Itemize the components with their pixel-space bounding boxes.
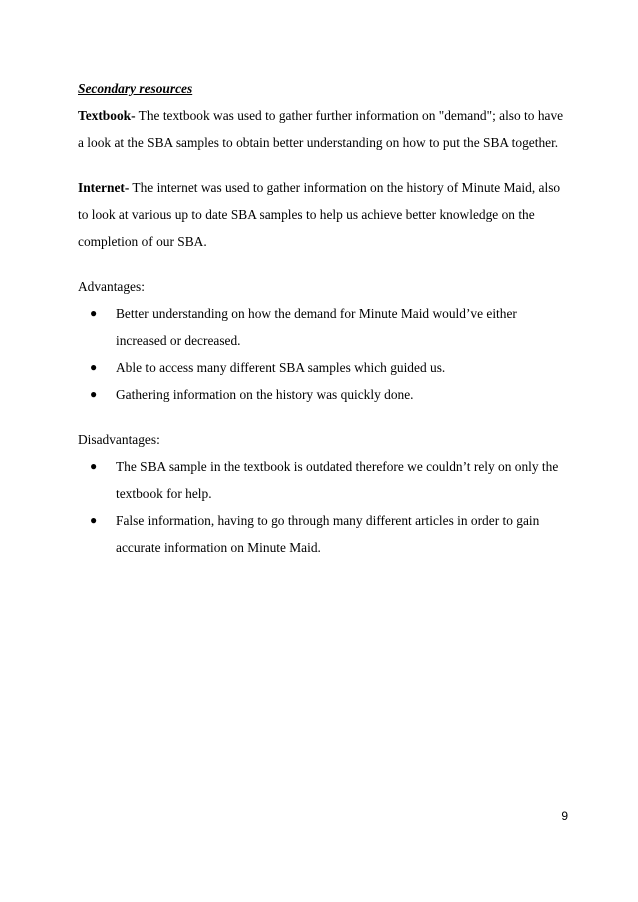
list-item [78,300,566,354]
internet-paragraph [78,174,566,255]
bullet-icon: ● [90,459,98,473]
list-item [78,507,566,561]
spacer [78,156,566,174]
list-item-text: Better understanding on how the demand for Minute Maid would’ve either increased or decreased. [116,306,517,348]
section-heading: Secondary resources [78,81,193,96]
spacer [78,408,566,426]
disadvantages-label: Disadvantages: [78,432,160,447]
textbook-paragraph [78,102,566,156]
list-item-text: The SBA sample in the textbook is outdated therefore we couldn’t rely on only the textbook for help. [116,459,559,501]
list-item [78,381,566,408]
bullet-icon: ● [90,360,98,374]
page-number: 9 [561,809,568,823]
disadvantages-list [78,453,566,561]
bullet-icon: ● [90,306,98,320]
advantages-label: Advantages: [78,279,145,294]
bullet-icon: ● [90,387,98,401]
list-item-text: Able to access many different SBA samples which guided us. [116,360,446,375]
list-item [78,354,566,381]
bullet-icon: ● [90,513,98,527]
internet-term: Internet- [78,180,130,195]
list-item-text: False information, having to go through many different articles in order to gain accurate information on Minute Maid. [116,513,540,555]
list-item-text: Gathering information on the history was quickly done. [116,387,414,402]
textbook-text: The textbook was used to gather further information on "demand"; also to have a look at the SBA samples to obtain better understanding on how to put the SBA together. [78,108,564,150]
advantages-list [78,300,566,408]
textbook-term: Textbook- [78,108,136,123]
spacer [78,255,566,273]
list-item [78,453,566,507]
internet-text: The internet was used to gather information on the history of Minute Maid, also to look at various up to date SBA samples to help us achieve better knowledge on the completion of our SBA. [78,180,561,249]
page-content [78,75,566,561]
